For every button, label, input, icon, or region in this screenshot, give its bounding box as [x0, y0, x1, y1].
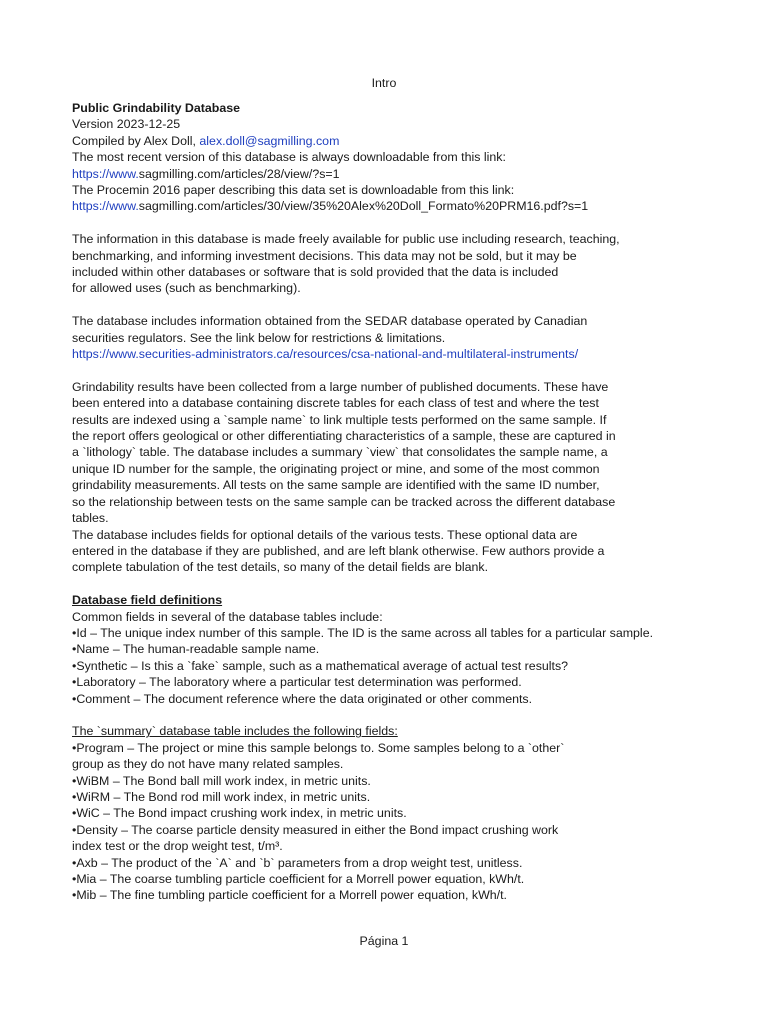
download-link-2[interactable]	[72, 198, 712, 214]
sedar-link[interactable]: https://www.securities-administrators.ca/resources/csa-national-and-multilateral-instruments/	[72, 347, 579, 362]
paragraph-line: included within other databases or software that is sold provided that the data is included	[72, 265, 559, 280]
compiled-line	[72, 133, 712, 149]
field-definitions-heading: Database field definitions	[72, 593, 223, 608]
document-title: Public Grindability Database	[72, 101, 241, 115]
paragraph-line: Grindability results have been collected from a large number of published documents. These have	[72, 379, 609, 394]
list-item: Common fields in several of the database tables include:	[72, 609, 383, 624]
link-2-prefix[interactable]: https://www.	[72, 199, 139, 214]
list-item: •WiRM – The Bond rod mill work index, in metric units.	[72, 789, 371, 804]
list-item: •WiBM – The Bond ball mill work index, in metric units.	[72, 773, 371, 788]
list-item: •Program – The project or mine this sample belongs to. Some samples belong to a `other`	[72, 740, 565, 755]
email-link[interactable]: alex.doll@sagmilling.com	[199, 133, 340, 148]
common-fields-list	[72, 609, 712, 707]
summary-fields-list	[72, 740, 712, 904]
page-number: Página 1	[359, 934, 409, 948]
sedar-paragraph	[72, 313, 712, 362]
compiled-label: Compiled by Alex Doll,	[72, 133, 200, 148]
paragraph-line: The database includes information obtained from the SEDAR database operated by Canadian	[72, 314, 588, 329]
paragraph-line: entered in the database if they are published, and are left blank otherwise. Few authors provide a	[72, 543, 605, 558]
list-item: •Mib – The fine tumbling particle coefficient for a Morrell power equation, kWh/t.	[72, 888, 508, 903]
link-1-rest[interactable]: sagmilling.com/articles/28/view/?s=1	[138, 166, 340, 181]
page-header: Intro	[371, 76, 397, 90]
paragraph-line: The database includes fields for optional details of the various tests. These optional data are	[72, 527, 578, 542]
version-line: Version 2023-12-25	[72, 117, 181, 132]
paragraph-line: results are indexed using a `sample name` to link multiple tests performed on the same sample. If	[72, 412, 607, 427]
list-item: group as they do not have many related samples.	[72, 757, 344, 772]
paragraph-line: grindability measurements. All tests on the same sample are identified with the same ID number,	[72, 478, 600, 493]
paragraph-line: so the relationship between tests on the same sample can be tracked across the different database	[72, 494, 616, 509]
paragraph-line: the report offers geological or other differentiating characteristics of a sample, these are captured in	[72, 429, 616, 444]
paragraph-line: for allowed uses (such as benchmarking).	[72, 281, 301, 296]
usage-paragraph	[72, 231, 712, 297]
list-item: •Axb – The product of the `A` and `b` parameters from a drop weight test, unitless.	[72, 855, 523, 870]
grindability-paragraph	[72, 379, 712, 576]
list-item: •Comment – The document reference where the data originated or other comments.	[72, 691, 533, 706]
paragraph-line: unique ID number for the sample, the originating project or mine, and some of the most common	[72, 461, 600, 476]
paragraph-line: securities regulators. See the link below for restrictions & limitations.	[72, 330, 446, 345]
paragraph-line: a `lithology` table. The database includes a summary `view` that consolidates the sample name, a	[72, 445, 608, 460]
procemin-line: The Procemin 2016 paper describing this data set is downloadable from this link:	[72, 183, 515, 198]
download-link-1[interactable]	[72, 166, 712, 182]
paragraph-line: The information in this database is made freely available for public use including research, teaching,	[72, 232, 620, 247]
list-item: •Name – The human-readable sample name.	[72, 642, 320, 657]
list-item: •WiC – The Bond impact crushing work index, in metric units.	[72, 806, 407, 821]
paragraph-line: been entered into a database containing discrete tables for each class of test and where the test	[72, 396, 599, 411]
document-body	[72, 100, 712, 904]
paragraph-line: tables.	[72, 511, 109, 526]
list-item: •Mia – The coarse tumbling particle coefficient for a Morrell power equation, kWh/t.	[72, 872, 525, 887]
list-item: index test or the drop weight test, t/m³.	[72, 839, 283, 854]
list-item: •Laboratory – The laboratory where a particular test determination was performed.	[72, 675, 522, 690]
paragraph-line: benchmarking, and informing investment decisions. This data may not be sold, but it may be	[72, 248, 577, 263]
list-item: •Density – The coarse particle density measured in either the Bond impact crushing work	[72, 822, 559, 837]
link-2-rest[interactable]: sagmilling.com/articles/30/view/35%20Alex%20Doll_Formato%20PRM16.pdf?s=1	[138, 199, 589, 214]
list-item: •Synthetic – Is this a `fake` sample, such as a mathematical average of actual test results?	[72, 658, 569, 673]
link-1-prefix[interactable]: https://www.	[72, 166, 139, 181]
summary-table-heading: The `summary` database table includes the following fields:	[72, 724, 398, 739]
paragraph-line: complete tabulation of the test details, so many of the detail fields are blank.	[72, 560, 489, 575]
recent-version-line: The most recent version of this database is always downloadable from this link:	[72, 150, 506, 165]
list-item: •Id – The unique index number of this sample. The ID is the same across all tables for a particular sample.	[72, 625, 654, 640]
